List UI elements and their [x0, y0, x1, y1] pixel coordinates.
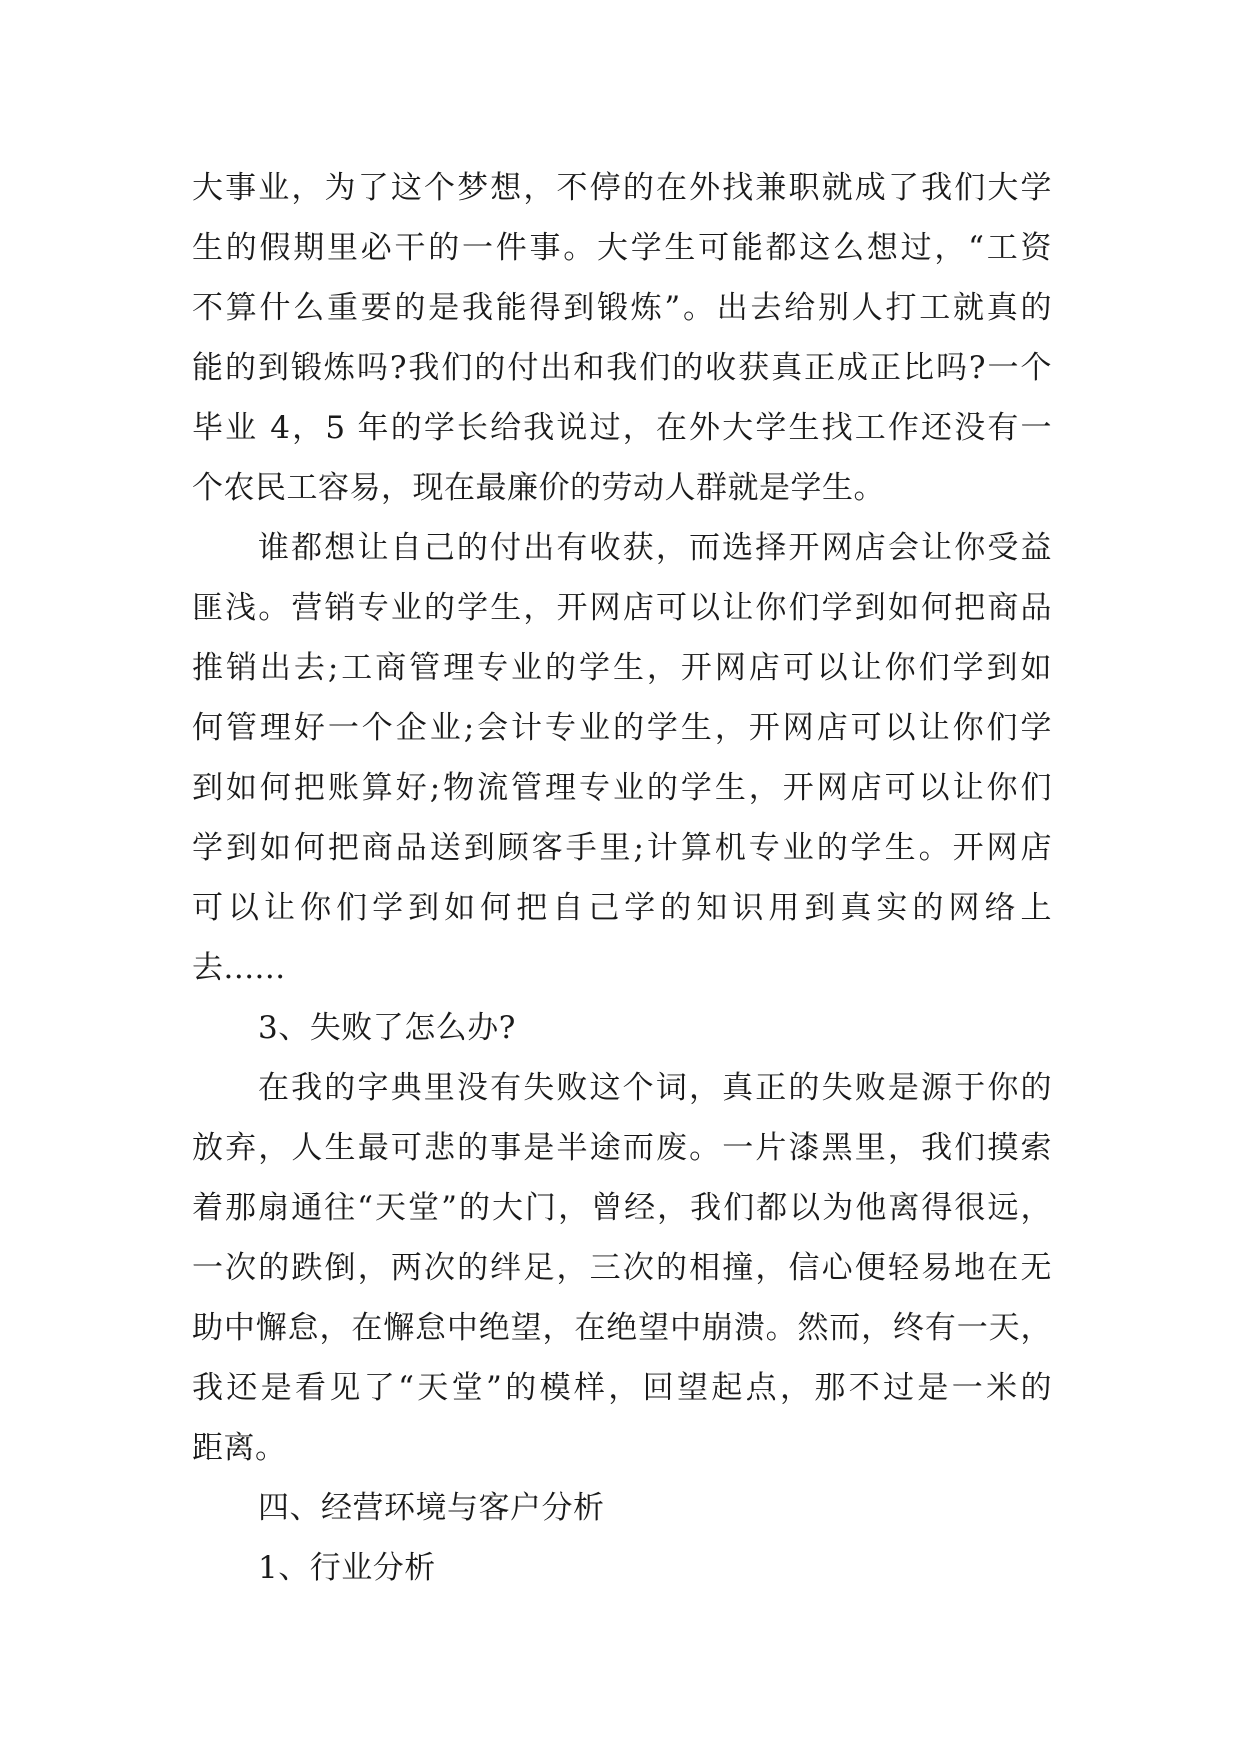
text-line: 可以让你们学到如何把自己学的知识用到真实的网络上: [192, 890, 1052, 926]
text-line: 学到如何把商品送到顾客手里;计算机专业的学生。开网店: [192, 830, 1052, 866]
text-line: 着那扇通往“天堂”的大门，曾经，我们都以为他离得很远，: [192, 1190, 1052, 1226]
section-heading-failure: [192, 998, 1052, 1058]
heading-text: 3、失败了怎么办?: [258, 1010, 516, 1046]
text-line: 距离。: [192, 1430, 287, 1466]
section-heading-industry: [192, 1538, 1052, 1598]
text-line: 个农民工容易，现在最廉价的劳动人群就是学生。: [192, 470, 885, 506]
text-line: 在我的字典里没有失败这个词，真正的失败是源于你的: [258, 1070, 1052, 1106]
text-line: 生的假期里必干的一件事。大学生可能都这么想过，“工资: [192, 230, 1052, 266]
text-line: 不算什么重要的是我能得到锻炼”。出去给别人打工就真的: [192, 290, 1052, 326]
text-line: 我还是看见了“天堂”的模样，回望起点，那不过是一米的: [192, 1370, 1052, 1406]
document-body: [192, 158, 1052, 1598]
paragraph-online-store-benefits: [192, 518, 1052, 998]
text-line: 匪浅。营销专业的学生，开网店可以让你们学到如何把商品: [192, 590, 1052, 626]
text-line: 能的到锻炼吗?我们的付出和我们的收获真正成正比吗?一个: [192, 350, 1052, 386]
text-line: 去......: [192, 950, 286, 986]
heading-text: 1、行业分析: [258, 1550, 436, 1586]
paragraph-failure: [192, 1058, 1052, 1478]
paragraph-continuation: [192, 158, 1052, 518]
text-line: 毕业 4，5 年的学长给我说过，在外大学生找工作还没有一: [192, 410, 1052, 446]
text-line: 放弃，人生最可悲的事是半途而废。一片漆黑里，我们摸索: [192, 1130, 1052, 1166]
text-line: 谁都想让自己的付出有收获，而选择开网店会让你受益: [258, 530, 1052, 566]
text-line: 何管理好一个企业;会计专业的学生，开网店可以让你们学: [192, 710, 1052, 746]
text-line: 一次的跌倒，两次的绊足，三次的相撞，信心便轻易地在无: [192, 1250, 1052, 1286]
text-line: 大事业，为了这个梦想，不停的在外找兼职就成了我们大学: [192, 170, 1052, 206]
text-line: 到如何把账算好;物流管理专业的学生，开网店可以让你们: [192, 770, 1052, 806]
heading-text: 四、经营环境与客户分析: [258, 1490, 605, 1526]
section-heading-environment: [192, 1478, 1052, 1538]
text-line: 助中懈怠，在懈怠中绝望，在绝望中崩溃。然而，终有一天，: [192, 1310, 1052, 1346]
text-line: 推销出去;工商管理专业的学生，开网店可以让你们学到如: [192, 650, 1052, 686]
